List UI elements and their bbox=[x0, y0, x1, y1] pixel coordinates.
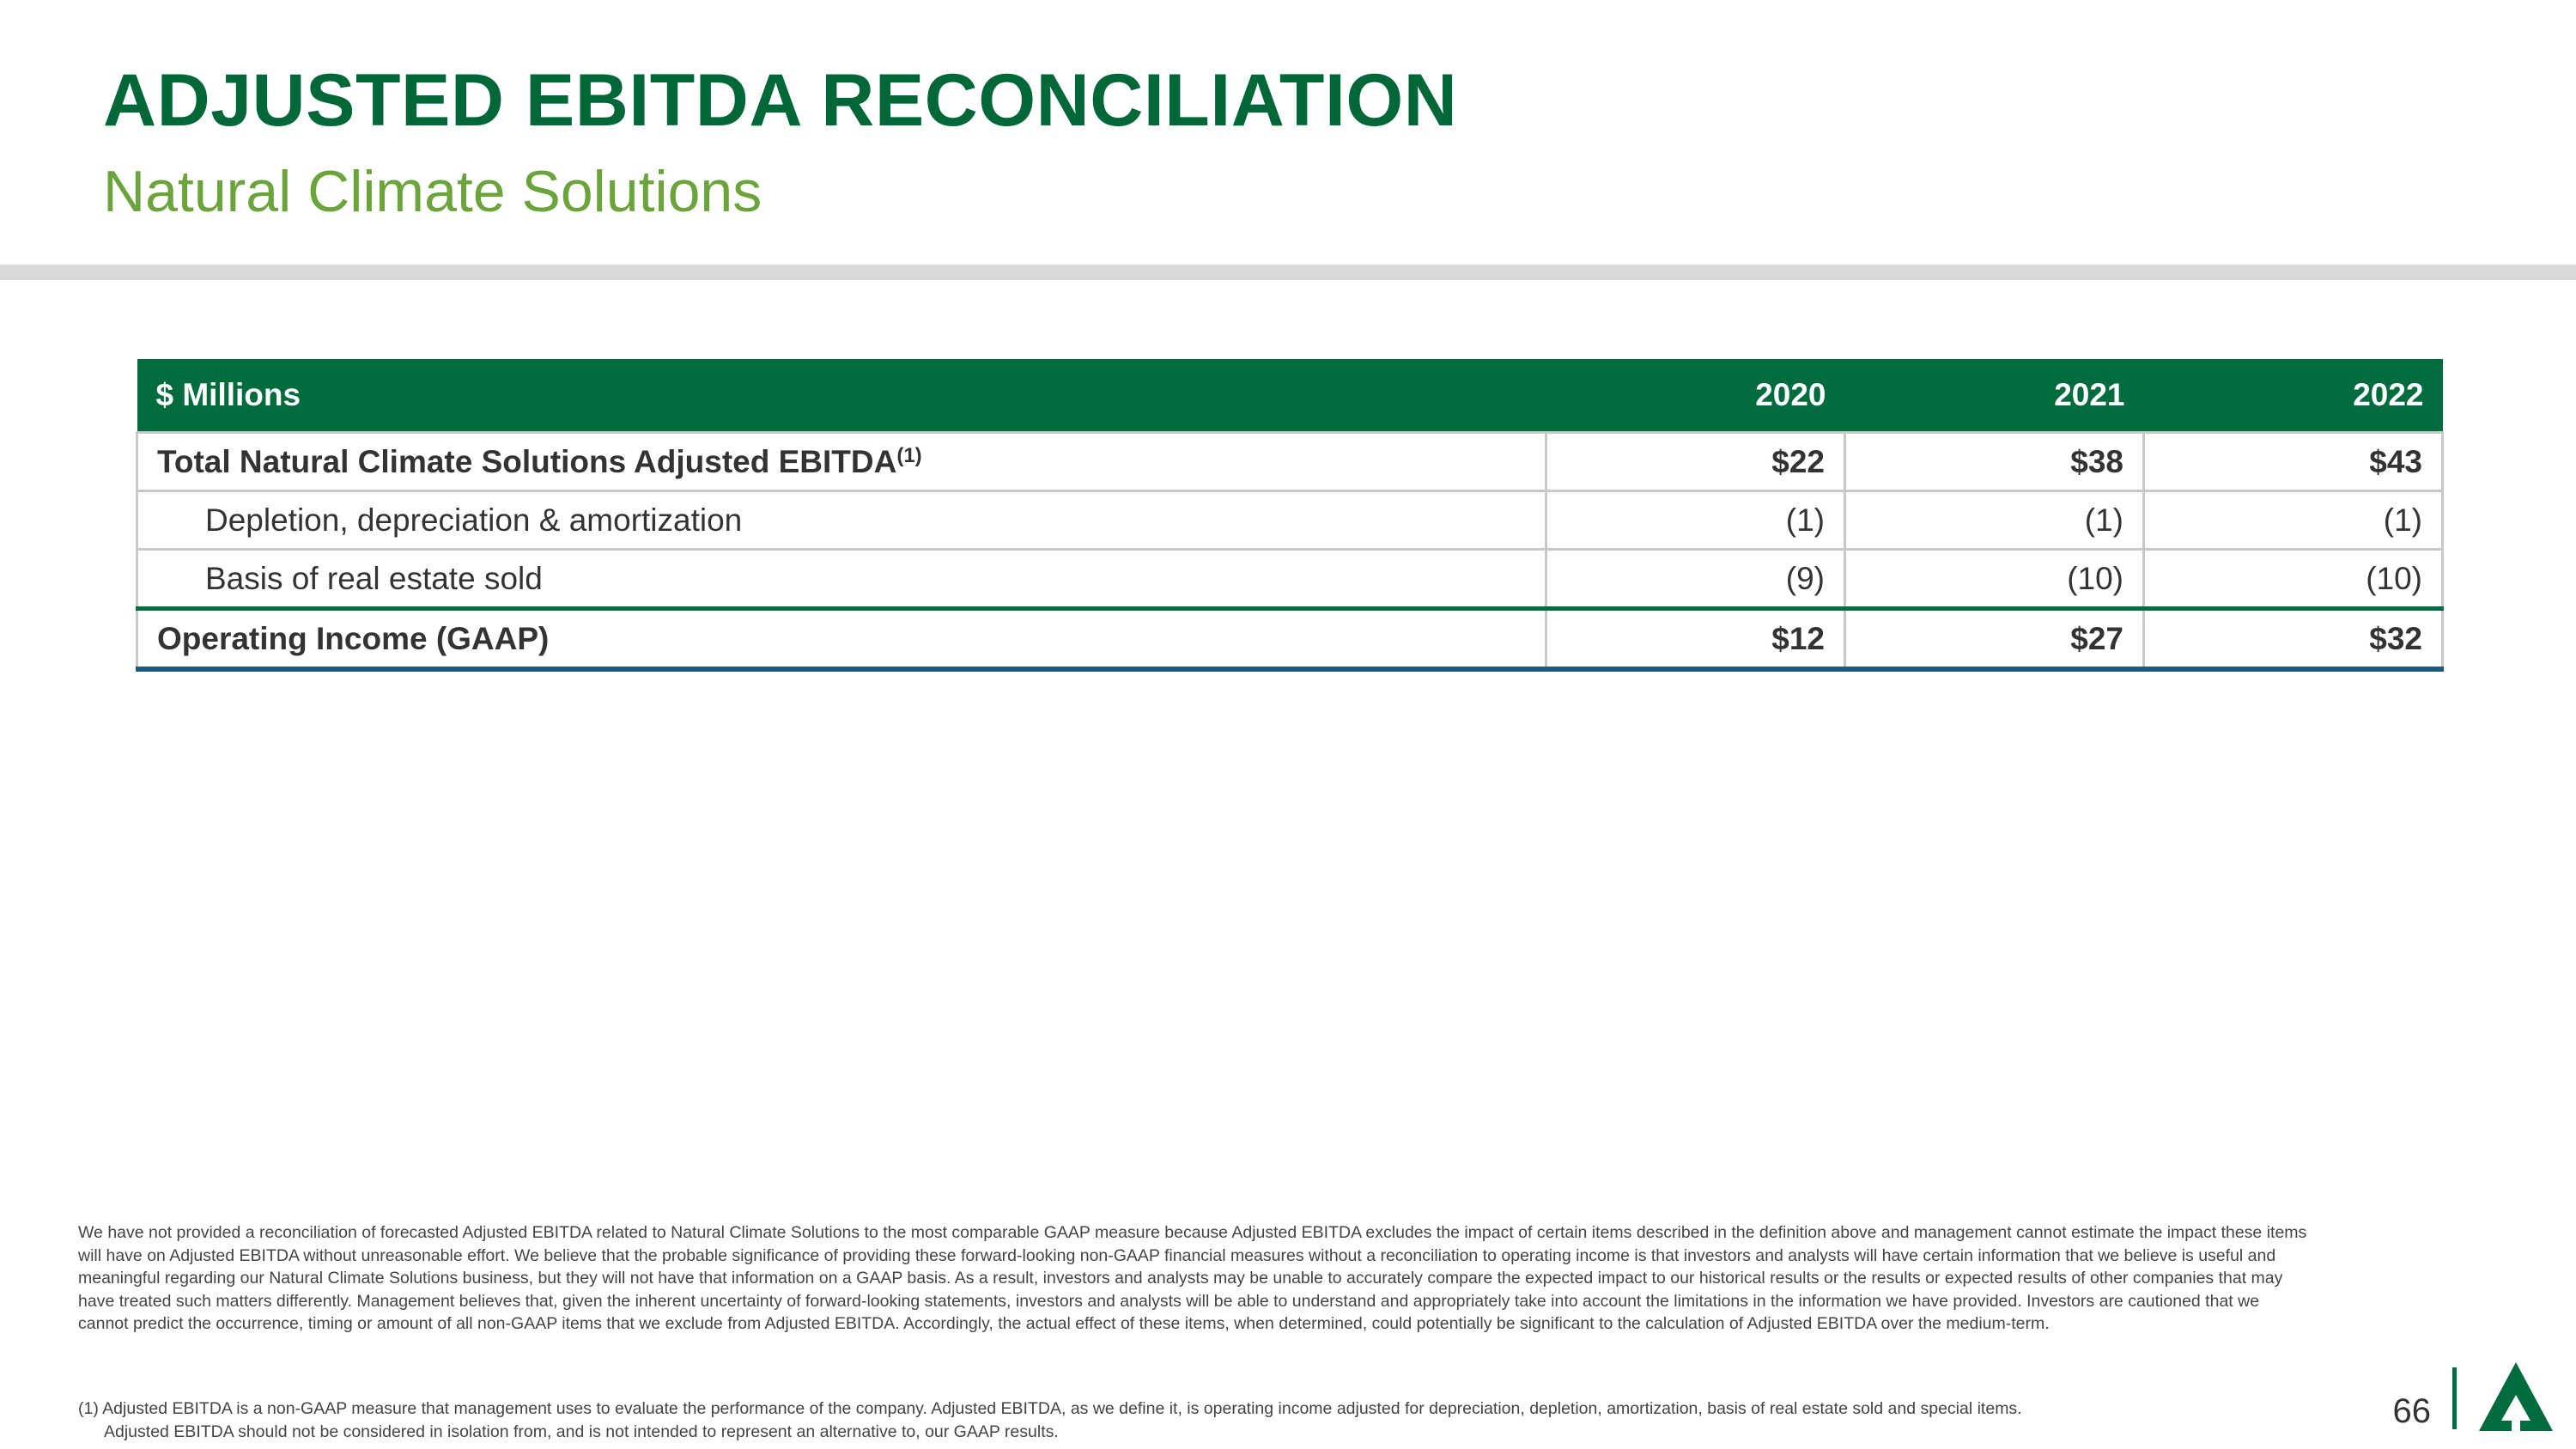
page-number: 66 bbox=[2392, 1392, 2431, 1430]
page-title: ADJUSTED EBITDA RECONCILIATION bbox=[103, 59, 1458, 142]
cell-2021: $27 bbox=[1845, 609, 2144, 670]
row-label-text: Total Natural Climate Solutions Adjusted EBITDA bbox=[157, 443, 897, 479]
cell-2020: (1) bbox=[1546, 491, 1845, 550]
cell-2020: $22 bbox=[1546, 433, 1845, 491]
cell-2020: $12 bbox=[1546, 609, 1845, 670]
row-label: Operating Income (GAAP) bbox=[137, 609, 1546, 670]
reconciliation-table bbox=[136, 359, 2444, 672]
table-header-row bbox=[137, 359, 2443, 433]
column-header-2020: 2020 bbox=[1546, 359, 1845, 433]
footnote-line-2: Adjusted EBITDA should not be considered in isolation from, and is not intended to represent an alternative to, our GAAP results. bbox=[104, 1422, 1059, 1441]
table-row-operating-income bbox=[137, 609, 2443, 670]
table-row-depletion bbox=[137, 491, 2443, 550]
column-header-2022: 2022 bbox=[2144, 359, 2443, 433]
row-label: Basis of real estate sold bbox=[137, 550, 1546, 609]
cell-2022: (1) bbox=[2144, 491, 2443, 550]
cell-2022: $32 bbox=[2144, 609, 2443, 670]
cell-2021: (10) bbox=[1845, 550, 2144, 609]
row-label: Depletion, depreciation & amortization bbox=[137, 491, 1546, 550]
header-divider bbox=[0, 265, 2576, 280]
cell-2022: (10) bbox=[2144, 550, 2443, 609]
footnote bbox=[78, 1397, 2311, 1443]
table-row-basis-real-estate bbox=[137, 550, 2443, 609]
column-header-units: $ Millions bbox=[137, 359, 1546, 433]
row-label bbox=[137, 433, 1546, 491]
cell-2021: $38 bbox=[1845, 433, 2144, 491]
cell-2020: (9) bbox=[1546, 550, 1845, 609]
page-subtitle: Natural Climate Solutions bbox=[103, 159, 762, 224]
cell-2022: $43 bbox=[2144, 433, 2443, 491]
cell-2021: (1) bbox=[1845, 491, 2144, 550]
disclaimer-text: We have not provided a reconciliation of forecasted Adjusted EBITDA related to Natural Climate Solutions to the most comparable GAAP measure because Adjusted EBITDA excludes the impact of certain items described in the definition above and management cannot estimate the impact these items will have on Adjusted EBITDA without unreasonable effort. We believe that the probable significance of providing these forward-looking non-GAAP financial measures without a reconciliation to operating income is that investors and analysts will have certain information that we believe is useful and meaningful regarding our Natural Climate Solutions business, but they will not have that information on a GAAP basis. As a result, investors and analysts may be unable to accurately compare the expected impact to our historical results or the results or expected results of other companies that may have treated such matters differently. Management believes that, given the inherent uncertainty of forward-looking statements, investors and analysts will be able to understand and appropriately take into account the limitations in the information we have provided. Investors are cautioned that we cannot predict the occurrence, timing or amount of all non-GAAP items that we exclude from Adjusted EBITDA. Accordingly, the actual effect of these items, when determined, could potentially be significant to the calculation of Adjusted EBITDA over the medium-term. bbox=[78, 1223, 2307, 1333]
column-header-2021: 2021 bbox=[1845, 359, 2144, 433]
footnote-line-1: (1) Adjusted EBITDA is a non-GAAP measure that management uses to evaluate the performance of the company. Adjusted EBITDA, as we define it, is operating income adjusted for depreciation, depletion, amortization, basis of real estate sold and special items. bbox=[78, 1399, 2022, 1418]
tree-logo-icon bbox=[2477, 1361, 2555, 1433]
footnote-marker: (1) bbox=[896, 443, 922, 467]
footer-divider bbox=[2452, 1367, 2457, 1429]
table-row-adjusted-ebitda bbox=[137, 433, 2443, 491]
